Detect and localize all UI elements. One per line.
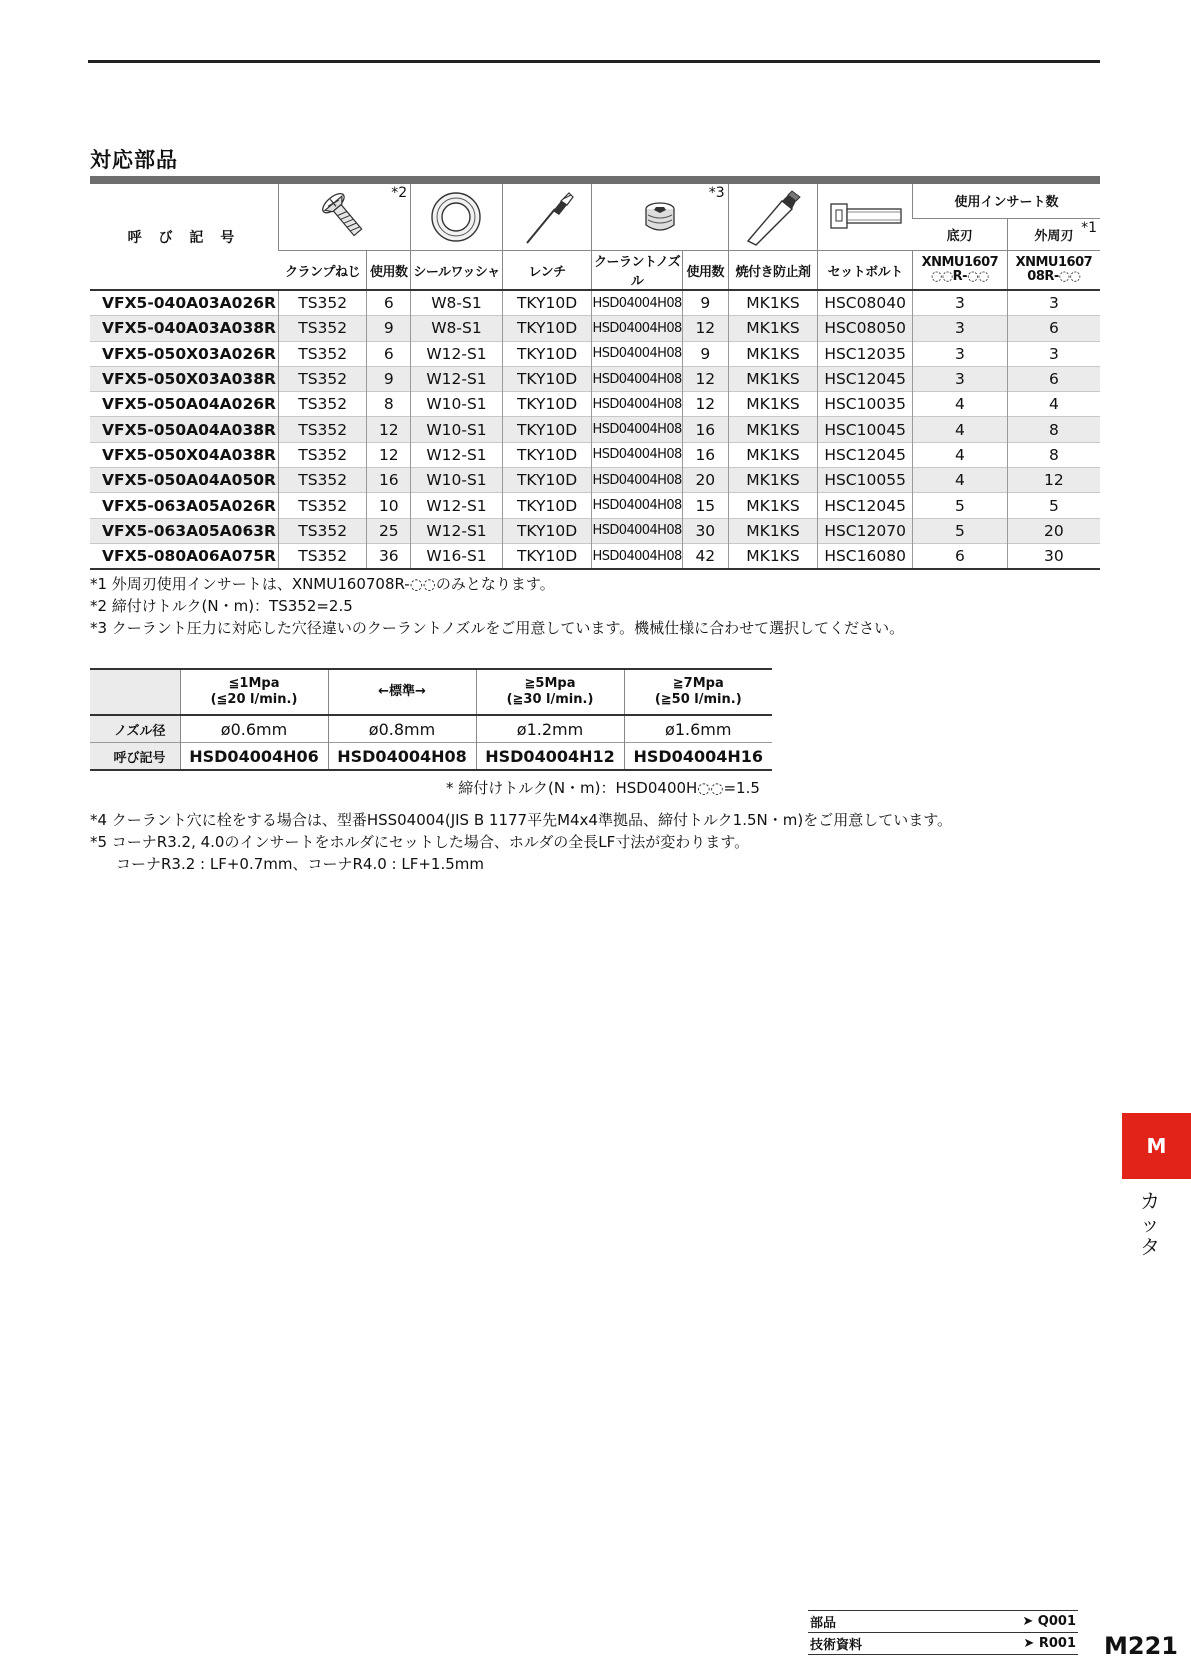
note-5: *5 コーナR3.2, 4.0のインサートをホルダにセットした場合、ホルダの全長LF寸法が変わります。 <box>90 833 750 851</box>
wrench-icon-cell <box>502 184 592 251</box>
nozzle-header-2 <box>328 669 476 715</box>
model-code-cell: VFX5-050A04A038R <box>90 417 278 442</box>
anti-seize-cell: MK1KS <box>728 518 818 543</box>
nozzle-header-4-line2: (≧50 l/min.) <box>654 692 742 707</box>
nozzle-diameter-label: ノズル径 <box>90 715 180 743</box>
grease-tube-icon-cell <box>728 184 818 251</box>
top-rule <box>88 60 1100 63</box>
bottom-insert-count-cell: 5 <box>913 518 1008 543</box>
table-row <box>90 366 1100 391</box>
bottom-insert-count-cell: 6 <box>913 543 1008 569</box>
footer-link-label: 技術資料 <box>808 1633 941 1655</box>
set-bolt-cell: HSC16080 <box>818 543 913 569</box>
table-row <box>90 316 1100 341</box>
nozzle-qty-cell: 16 <box>682 442 728 467</box>
clamp-screw-cell: TS352 <box>278 341 367 366</box>
wrench-cell: TKY10D <box>502 543 592 569</box>
screw-qty-cell: 10 <box>367 493 411 518</box>
outer-insert-count-cell: 12 <box>1007 468 1100 493</box>
note-mark-1: *1 <box>1081 219 1097 236</box>
table-row <box>90 543 1100 569</box>
nozzle-qty-cell: 12 <box>682 316 728 341</box>
notes-a <box>90 573 904 639</box>
nozzle-header-1 <box>180 669 328 715</box>
screw-qty-cell: 6 <box>367 341 411 366</box>
nozzle-diameter: ø0.8mm <box>328 715 476 743</box>
footer-links <box>808 1610 1078 1655</box>
clamp-screw-cell: TS352 <box>278 543 367 569</box>
bottom-insert-count-cell: 3 <box>913 341 1008 366</box>
washer-icon-cell <box>411 184 503 251</box>
coolant-nozzle-cell: HSD04004H08 <box>592 290 683 316</box>
qty-header: 使用数 <box>367 251 411 291</box>
set-bolt-cell: HSC12045 <box>818 493 913 518</box>
nozzle-icon-cell <box>592 184 728 251</box>
table-row <box>90 417 1100 442</box>
screw-qty-cell: 16 <box>367 468 411 493</box>
nozzle-torque-note: * 締付けトルク(N・m)：HSD0400H◌◌=1.5 <box>446 779 760 797</box>
nozzle-qty-cell: 9 <box>682 341 728 366</box>
notes-b <box>90 809 952 875</box>
coolant-nozzle-cell: HSD04004H08 <box>592 493 683 518</box>
screw-qty-cell: 6 <box>367 290 411 316</box>
table-row <box>90 290 1100 316</box>
seal-washer-cell: W12-S1 <box>411 493 503 518</box>
nozzle-table <box>90 668 772 771</box>
set-bolt-cell: HSC12045 <box>818 442 913 467</box>
nozzle-qty-cell: 15 <box>682 493 728 518</box>
set-bolt-cell: HSC12070 <box>818 518 913 543</box>
set-bolt-cell: HSC10055 <box>818 468 913 493</box>
section-title: 対応部品 <box>90 148 178 172</box>
set-bolt-header: セットボルト <box>818 251 913 291</box>
note-2: *2 締付けトルク(N・m)：TS352=2.5 <box>90 597 353 615</box>
parts-table-body <box>90 290 1100 569</box>
bottom-insert-count-cell: 5 <box>913 493 1008 518</box>
parts-table <box>90 184 1100 570</box>
table-row <box>90 518 1100 543</box>
seal-washer-cell: W10-S1 <box>411 417 503 442</box>
seal-washer-cell: W12-S1 <box>411 518 503 543</box>
seal-washer-cell: W12-S1 <box>411 442 503 467</box>
anti-seize-cell: MK1KS <box>728 392 818 417</box>
insert-bottom-line2: ◌◌R-◌◌ <box>930 269 989 284</box>
nozzle-code: HSD04004H16 <box>624 743 772 771</box>
seal-washer-cell: W8-S1 <box>411 316 503 341</box>
outer-insert-count-cell: 8 <box>1007 442 1100 467</box>
anti-seize-cell: MK1KS <box>728 493 818 518</box>
anti-seize-cell: MK1KS <box>728 417 818 442</box>
model-code-cell: VFX5-040A03A026R <box>102 294 276 313</box>
nozzle-code-label: 呼び記号 <box>90 743 180 771</box>
outer-insert-count-cell: 3 <box>1007 341 1100 366</box>
anti-seize-cell: MK1KS <box>728 366 818 391</box>
footer-link-parts[interactable] <box>808 1611 1078 1633</box>
note-5-detail: コーナR3.2 : LF+0.7mm、コーナR4.0 : LF+1.5mm <box>116 855 484 873</box>
seal-washer-cell: W12-S1 <box>411 366 503 391</box>
seal-washer-cell: W16-S1 <box>411 543 503 569</box>
outer-insert-count-cell: 6 <box>1007 316 1100 341</box>
coolant-nozzle-cell: HSD04004H08 <box>592 392 683 417</box>
model-code-cell: VFX5-050A04A026R <box>102 395 276 414</box>
table-row <box>90 442 1100 467</box>
code-header: 呼 び 記 号 <box>90 184 278 290</box>
model-code-cell: VFX5-080A06A075R <box>102 547 276 566</box>
clamp-screw-cell: TS352 <box>278 518 367 543</box>
qty-header: 使用数 <box>682 251 728 291</box>
insert-bottom-line1: XNMU1607 <box>921 255 999 270</box>
note-3: *3 クーラント圧力に対応した穴径違いのクーラントノズルをご用意しています。機械仕様に合わせて選択してください。 <box>90 619 905 637</box>
anti-seize-cell: MK1KS <box>728 468 818 493</box>
nozzle-header-3-line1: ≧5Mpa <box>524 676 576 691</box>
set-bolt-cell: HSC08040 <box>818 290 913 316</box>
footer-link-tech[interactable] <box>808 1633 1078 1655</box>
nozzle-qty-cell: 16 <box>682 417 728 442</box>
bottom-insert-count-cell: 4 <box>913 392 1008 417</box>
outer-edge-header: 外周刃 <box>1034 228 1074 244</box>
seal-washer-cell: W10-S1 <box>411 392 503 417</box>
clamp-screw-cell: TS352 <box>278 468 367 493</box>
wrench-cell: TKY10D <box>502 518 592 543</box>
wrench-cell: TKY10D <box>502 341 592 366</box>
nozzle-diameter: ø1.6mm <box>624 715 772 743</box>
screw-qty-cell: 9 <box>367 316 411 341</box>
anti-seize-cell: MK1KS <box>728 341 818 366</box>
outer-insert-count-cell: 6 <box>1007 366 1100 391</box>
nozzle-qty-cell: 12 <box>682 392 728 417</box>
coolant-nozzle-cell: HSD04004H08 <box>592 543 683 569</box>
outer-insert-count-cell: 3 <box>1007 290 1100 316</box>
table-row <box>90 468 1100 493</box>
bottom-edge-header: 底刃 <box>913 218 1008 251</box>
clamp-screw-cell: TS352 <box>278 442 367 467</box>
washer-icon <box>427 189 485 245</box>
nozzle-header-1-line1: ≦1Mpa <box>228 676 280 691</box>
note-mark-3: *3 <box>708 185 725 201</box>
screw-qty-cell: 25 <box>367 518 411 543</box>
coolant-nozzle-cell: HSD04004H08 <box>592 366 683 391</box>
insert-outer-line2: 08R-◌◌ <box>1027 269 1081 284</box>
nozzle-code: HSD04004H08 <box>328 743 476 771</box>
outer-insert-count-cell: 20 <box>1007 518 1100 543</box>
model-code-cell: VFX5-063A05A026R <box>102 496 276 515</box>
bottom-insert-count-cell: 3 <box>913 316 1008 341</box>
anti-seize-header: 焼付き防止剤 <box>728 251 818 291</box>
clamp-screw-cell: TS352 <box>278 366 367 391</box>
set-bolt-cell: HSC10035 <box>818 392 913 417</box>
seal-washer-cell: W10-S1 <box>411 468 503 493</box>
nozzle-header-4-line1: ≧7Mpa <box>672 676 724 691</box>
wrench-cell: TKY10D <box>502 392 592 417</box>
note-4: *4 クーラント穴に栓をする場合は、型番HSS04004(JIS B 1177平先M4x4準拠品、締付トルク1.5N・m)をご用意しています。 <box>90 811 953 829</box>
nozzle-diameter-row <box>90 715 772 743</box>
wrench-cell: TKY10D <box>502 366 592 391</box>
clamp-screw-cell: TS352 <box>278 290 367 316</box>
screw-qty-cell: 12 <box>367 417 411 442</box>
coolant-nozzle-header: クーラントノズル <box>592 251 683 291</box>
insert-bottom-header <box>913 251 1008 291</box>
anti-seize-cell: MK1KS <box>728 290 818 316</box>
anti-seize-cell: MK1KS <box>728 316 818 341</box>
insert-group-header: 使用インサート数 <box>913 184 1101 218</box>
clamp-screw-cell: TS352 <box>278 417 367 442</box>
set-bolt-icon-cell <box>818 184 913 251</box>
model-code-cell: VFX5-050A04A050R <box>90 468 278 493</box>
clamp-screw-icon-cell <box>278 184 410 251</box>
coolant-nozzle-cell: HSD04004H08 <box>592 442 683 467</box>
screw-icon <box>315 189 375 245</box>
section-tab-m[interactable]: M <box>1122 1113 1191 1179</box>
outer-insert-count-cell: 5 <box>1007 493 1100 518</box>
footer-link-ref[interactable]: ➤ R001 <box>941 1633 1078 1655</box>
set-bolt-cell: HSC12035 <box>818 341 913 366</box>
bolt-icon <box>825 197 905 237</box>
insert-outer-line1: XNMU1607 <box>1015 255 1093 270</box>
coolant-nozzle-cell: HSD04004H08 <box>592 518 683 543</box>
model-code-cell: VFX5-063A05A063R <box>90 518 278 543</box>
nozzle-header-1-line2: (≦20 l/min.) <box>210 692 298 707</box>
clamp-screw-cell: TS352 <box>278 392 367 417</box>
wrench-cell: TKY10D <box>502 316 592 341</box>
bottom-insert-count-cell: 4 <box>913 442 1008 467</box>
nozzle-diameter: ø0.6mm <box>180 715 328 743</box>
outer-insert-count-cell: 4 <box>1007 392 1100 417</box>
nozzle-diameter: ø1.2mm <box>476 715 624 743</box>
set-bolt-cell: HSC08050 <box>818 316 913 341</box>
wrench-cell: TKY10D <box>502 468 592 493</box>
seal-washer-header: シールワッシャ <box>411 251 503 291</box>
set-bolt-cell: HSC10045 <box>818 417 913 442</box>
outer-insert-count-cell: 8 <box>1007 417 1100 442</box>
nozzle-header-3-line2: (≧30 l/min.) <box>506 692 594 707</box>
nozzle-header-3 <box>476 669 624 715</box>
nozzle-code: HSD04004H06 <box>180 743 328 771</box>
screw-qty-cell: 12 <box>367 442 411 467</box>
bottom-insert-count-cell: 3 <box>913 290 1008 316</box>
nozzle-qty-cell: 12 <box>682 366 728 391</box>
screw-qty-cell: 36 <box>367 543 411 569</box>
note-mark-2: *2 <box>391 185 408 201</box>
wrench-cell: TKY10D <box>502 442 592 467</box>
clamp-screw-cell: TS352 <box>278 316 367 341</box>
clamp-screw-header: クランプねじ <box>278 251 367 291</box>
anti-seize-cell: MK1KS <box>728 442 818 467</box>
insert-outer-header <box>1007 251 1100 291</box>
seal-washer-cell: W8-S1 <box>411 290 503 316</box>
table-row <box>90 392 1100 417</box>
table-row <box>90 493 1100 518</box>
nozzle-header-4 <box>624 669 772 715</box>
bottom-insert-count-cell: 4 <box>913 468 1008 493</box>
screw-qty-cell: 8 <box>367 392 411 417</box>
nozzle-code: HSD04004H12 <box>476 743 624 771</box>
outer-edge-header-cell <box>1007 218 1100 251</box>
wrench-header: レンチ <box>502 251 592 291</box>
wrench-icon <box>517 187 577 247</box>
anti-seize-cell: MK1KS <box>728 543 818 569</box>
nozzle-header-2-line1: ←標準→ <box>378 684 426 699</box>
coolant-nozzle-cell: HSD04004H08 <box>592 341 683 366</box>
screw-qty-cell: 9 <box>367 366 411 391</box>
bottom-insert-count-cell: 3 <box>913 366 1008 391</box>
model-code-cell: VFX5-050X04A038R <box>102 445 276 464</box>
section-tab-label: カッタ <box>1140 1189 1160 1259</box>
model-code-cell: VFX5-050X03A026R <box>102 344 276 363</box>
section-bar <box>90 176 1100 184</box>
nozzle-header-empty <box>90 669 180 715</box>
seal-washer-cell: W12-S1 <box>411 341 503 366</box>
wrench-cell: TKY10D <box>502 417 592 442</box>
nozzle-qty-cell: 9 <box>682 290 728 316</box>
model-code-cell: VFX5-050X03A038R <box>90 366 278 391</box>
note-1: *1 外周刃使用インサートは、XNMU160708R-◌◌のみとなります。 <box>90 575 555 593</box>
outer-insert-count-cell: 30 <box>1007 543 1100 569</box>
bottom-insert-count-cell: 4 <box>913 417 1008 442</box>
nozzle-qty-cell: 30 <box>682 518 728 543</box>
footer-link-ref[interactable]: ➤ Q001 <box>941 1611 1078 1633</box>
coolant-nozzle-cell: HSD04004H08 <box>592 468 683 493</box>
clamp-screw-cell: TS352 <box>278 493 367 518</box>
wrench-cell: TKY10D <box>502 290 592 316</box>
nozzle-qty-cell: 20 <box>682 468 728 493</box>
coolant-nozzle-cell: HSD04004H08 <box>592 316 683 341</box>
nozzle-qty-cell: 42 <box>682 543 728 569</box>
page-number: M221 <box>1104 1632 1178 1660</box>
nozzle-icon <box>638 195 682 239</box>
model-code-cell: VFX5-040A03A038R <box>90 316 278 341</box>
footer-link-label: 部品 <box>808 1611 941 1633</box>
set-bolt-cell: HSC12045 <box>818 366 913 391</box>
wrench-cell: TKY10D <box>502 493 592 518</box>
coolant-nozzle-cell: HSD04004H08 <box>592 417 683 442</box>
table-row <box>90 341 1100 366</box>
nozzle-code-row <box>90 743 772 771</box>
grease-tube-icon <box>740 187 806 247</box>
